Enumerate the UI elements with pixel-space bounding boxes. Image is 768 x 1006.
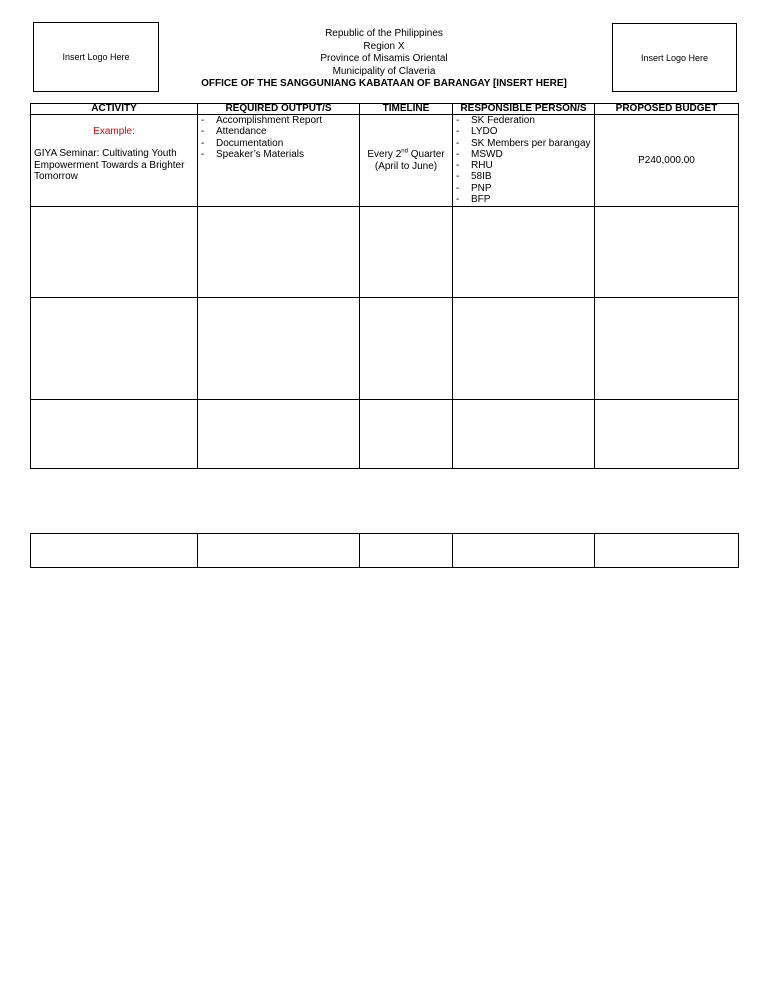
table-row-empty: [31, 400, 739, 469]
table-header-row: [31, 104, 739, 115]
logo-placeholder-left: [33, 22, 159, 92]
list-item: - Documentation: [198, 138, 359, 149]
example-label: Example:: [93, 126, 135, 137]
activity-plan-table: [30, 103, 739, 469]
column-header-responsible-persons: RESPONSIBLE PERSON/S: [453, 104, 595, 115]
logo-placeholder-text: Insert Logo Here: [640, 52, 709, 63]
empty-cell[interactable]: [360, 298, 453, 400]
empty-cell[interactable]: [31, 298, 198, 400]
cell-activity: [31, 115, 198, 207]
empty-cell[interactable]: [595, 298, 739, 400]
list-item: - Attendance: [198, 126, 359, 137]
outputs-list: [198, 115, 359, 160]
header-region: Region X: [363, 40, 405, 52]
empty-cell[interactable]: [360, 207, 453, 298]
timeline-ordinal: nd: [401, 148, 408, 155]
cell-required-outputs: [198, 115, 360, 207]
logo-placeholder-text: Insert Logo Here: [62, 52, 130, 62]
timeline-prefix: Every 2: [367, 149, 402, 161]
cell-responsible-persons: [453, 115, 595, 207]
empty-cell[interactable]: [453, 207, 595, 298]
empty-cell[interactable]: [453, 534, 595, 568]
empty-cell[interactable]: [198, 534, 360, 568]
empty-cell[interactable]: [31, 400, 198, 469]
document-header: [160, 28, 608, 91]
table-row-example: [31, 115, 739, 207]
empty-cell[interactable]: [595, 534, 739, 568]
persons-list: [453, 115, 594, 205]
header-municipality: Municipality of Claveria: [332, 65, 436, 77]
empty-cell[interactable]: [198, 400, 360, 469]
list-item: - MSWD: [453, 149, 594, 160]
timeline-suffix: Quarter: [407, 149, 445, 161]
empty-cell[interactable]: [595, 400, 739, 469]
empty-cell[interactable]: [31, 207, 198, 298]
empty-cell[interactable]: [595, 207, 739, 298]
empty-cell[interactable]: [453, 400, 595, 469]
empty-cell[interactable]: [360, 534, 453, 568]
activity-title: GIYA Seminar: Cultivating Youth Empowerment Towards a Brighter Tomorrow: [34, 148, 185, 182]
cell-proposed-budget: P240,000.00: [595, 115, 739, 207]
table-row-empty: [31, 207, 739, 298]
header-country: Republic of the Philippines: [325, 28, 443, 39]
timeline-quarter: [360, 149, 452, 160]
list-item: - LYDO: [453, 126, 594, 137]
list-item: - BFP: [453, 194, 594, 205]
column-header-required-outputs: REQUIRED OUTPUT/S: [198, 104, 360, 115]
list-item: - PNP: [453, 183, 594, 194]
list-item: - 58IB: [453, 171, 594, 182]
timeline-range: (April to June): [374, 160, 438, 172]
continuation-table: [30, 533, 739, 568]
empty-cell[interactable]: [198, 207, 360, 298]
list-item: - RHU: [453, 160, 594, 171]
logo-placeholder-right: [612, 23, 737, 92]
empty-cell[interactable]: [198, 298, 360, 400]
header-office-title: OFFICE OF THE SANGGUNIANG KABATAAN OF BARANGAY [INSERT HERE]: [201, 78, 567, 89]
empty-cell[interactable]: [453, 298, 595, 400]
list-item: - SK Federation: [453, 115, 594, 126]
column-header-timeline: TIMELINE: [360, 104, 453, 115]
list-item: - Accomplishment Report: [198, 115, 359, 126]
table-row-empty: [31, 534, 739, 568]
table-row-empty: [31, 298, 739, 400]
empty-cell[interactable]: [360, 400, 453, 469]
column-header-activity: ACTIVITY: [31, 104, 198, 115]
cell-timeline: [360, 115, 453, 207]
list-item: - SK Members per barangay: [453, 138, 594, 149]
column-header-proposed-budget: PROPOSED BUDGET: [595, 104, 739, 115]
empty-cell[interactable]: [31, 534, 198, 568]
header-province: Province of Misamis Oriental: [320, 53, 448, 64]
list-item: - Speaker’s Materials: [198, 149, 359, 160]
